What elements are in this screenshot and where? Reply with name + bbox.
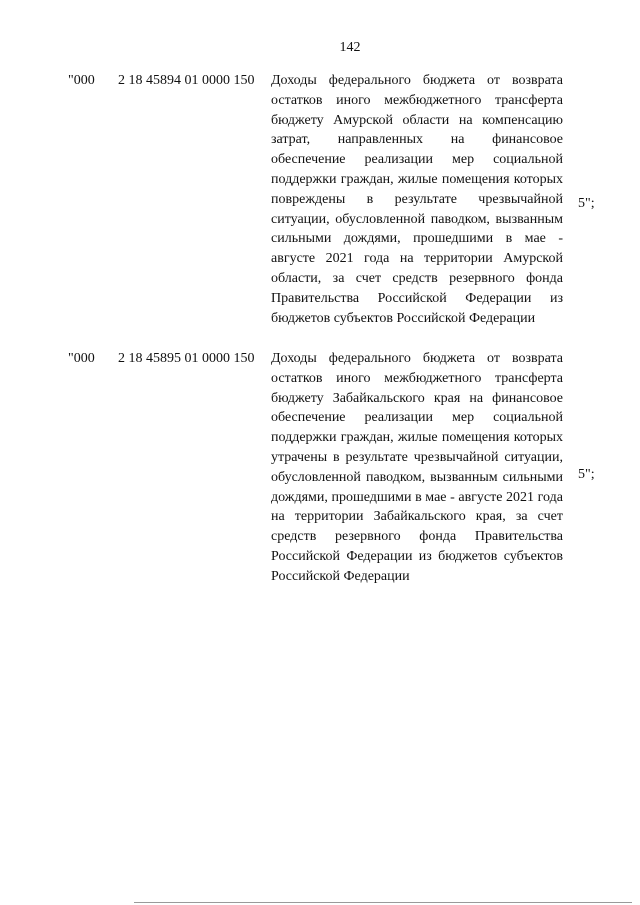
income-description: Доходы федерального бюджета от возврата остатков иного межбюджетного трансферта бюджету Амурской области на компенсацию затрат, направленных на финансовое обеспечение реализации мер социальной поддержки граждан, жилые помещения которых повреждены в результате чрезвычайной ситуации, обусловленной паводком, вызванным сильными дождями, прошедшими в мае - августе 2021 года на территории Амурской области, за счет средств резервного фонда Правительства Российской Федерации из бюджетов субъектов Российской Федерации — [271, 73, 563, 326]
admin-code: "000 — [68, 351, 95, 366]
budget-classification-code: 2 18 45895 01 0000 150 — [118, 351, 255, 366]
budget-classification-code: 2 18 45894 01 0000 150 — [118, 73, 255, 88]
income-description: Доходы федерального бюджета от возврата остатков иного межбюджетного трансферта бюджету Забайкальского края на финансовое обеспечение реализации мер социальной поддержки граждан, жилые помещения которых утрачены в результате чрезвычайной ситуации, обусловленной паводком, вызванным сильными дождями, прошедшими в мае - августе 2021 года на территории Забайкальского края, за счет средств резервного фонда Правительства Российской Федерации из бюджетов субъектов Российской Федерации — [271, 351, 563, 584]
page-number: 142 — [339, 40, 361, 55]
distribution-rate: 5"; — [578, 467, 595, 482]
distribution-rate: 5"; — [578, 196, 595, 211]
page-bottom-edge — [134, 902, 632, 903]
admin-code: "000 — [68, 73, 95, 88]
